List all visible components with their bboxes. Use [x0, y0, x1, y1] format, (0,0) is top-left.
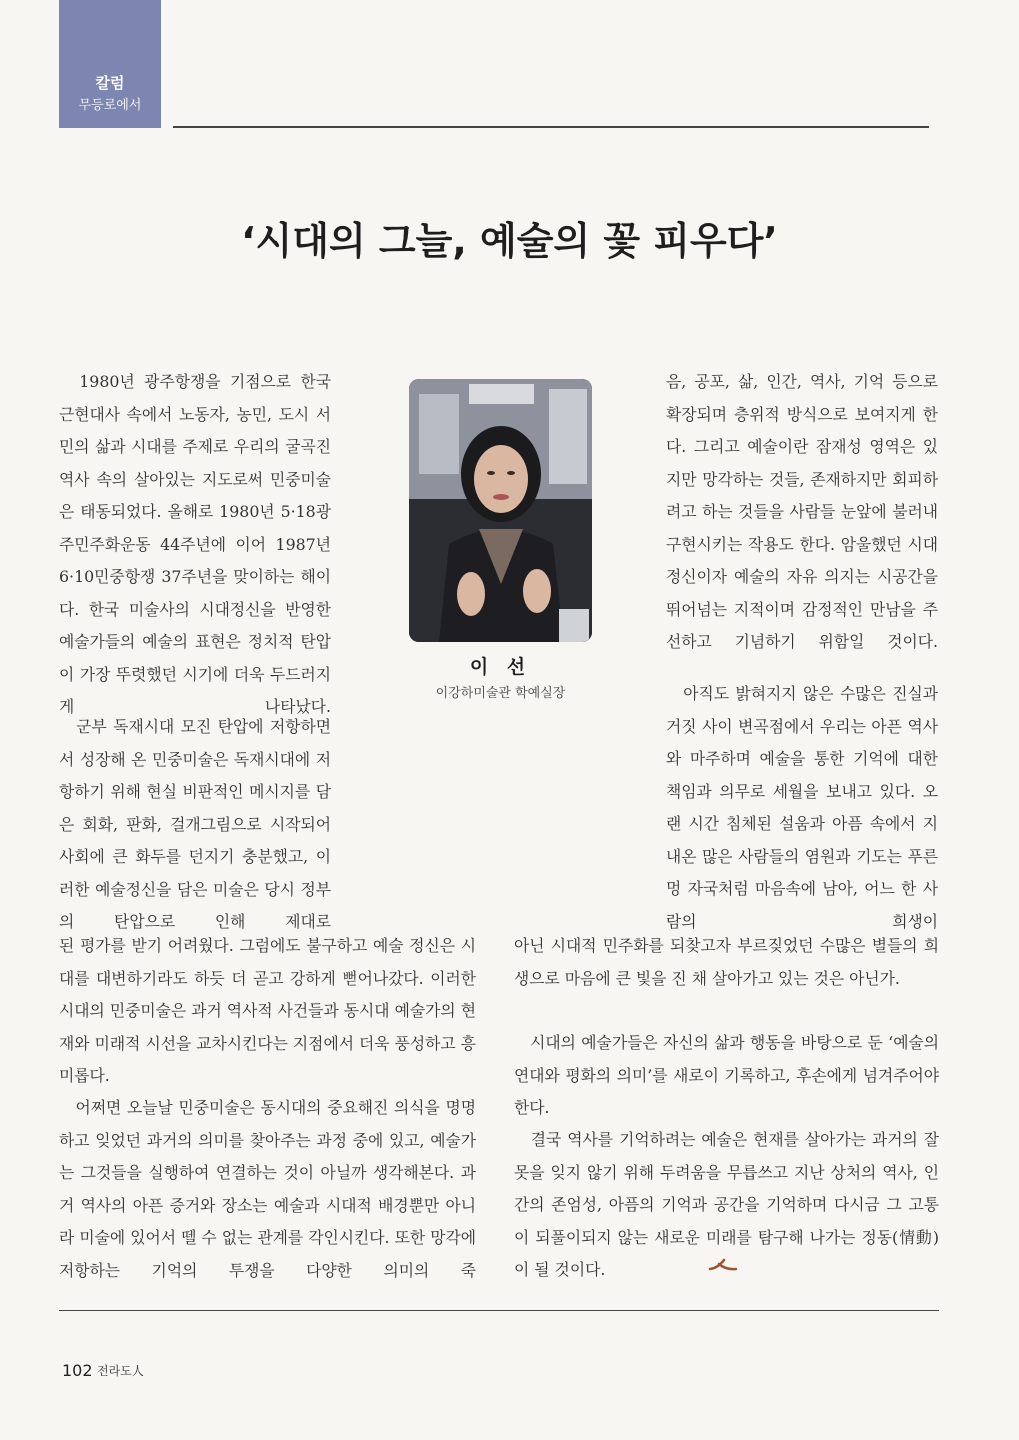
article-end-mark [708, 1256, 738, 1276]
left-paragraph-1: 1980년 광주항쟁을 기점으로 한국 근현대사 속에서 노동자, 농민, 도시 서민의 삶과 시대를 주제로 우리의 굴곡진 역사 속의 살아있는 지도로써 민중미술은 태동되었다. 올해로 1980년 5·18광주민주화운동 44주년에 이어 1987년 6·10민중항쟁 37주년을 맞이하는 해이다. 한국 미술사의 시대정신을 반영한 예술가들의 예술의 표현은 정치적 탄압이 가장 뚜렷했던 시기에 더욱 두드러지게 나타났다. [59, 372, 331, 716]
magazine-name: 전라도人 [97, 1364, 144, 1378]
section-tab [59, 0, 161, 128]
right-paragraph-1: 음, 공포, 삶, 인간, 역사, 기억 등으로 확장되며 층위적 방식으로 보여지게 한다. 그리고 예술이란 잠재성 영역은 있지만 망각하는 것들, 존재하지만 회피하려고 하는 것들을 사람들 눈앞에 불러내 구현시키는 작용도 한다. 암울했던 시대정신이자 예술의 자유 의지는 시공간을 뛰어넘는 지적이며 감정적인 만남을 주선하고 기념하기 위함일 것이다. [666, 372, 938, 651]
header-rule [173, 126, 929, 128]
portrait-image [409, 379, 592, 642]
author-title: 이강하미술관 학예실장 [435, 686, 566, 701]
article-headline: ‘시대의 그늘, 예술의 꽃 피우다’ [241, 219, 778, 263]
section-title: 칼럼 [95, 74, 125, 92]
left-paragraph-3: 된 평가를 받기 어려웠다. 그럼에도 불구하고 예술 정신은 시대를 대변하기라도 하듯 더 곧고 강하게 뻗어나갔다. 이러한 시대의 민중미술은 과거 역사적 사건들과 동시대 예술가의 현재와 미래적 시선을 교차시킨다는 지점에서 더욱 풍성하고 흥미롭다. [59, 936, 476, 1085]
right-paragraph-2: 아직도 밝혀지지 않은 수많은 진실과 거짓 사이 변곡점에서 우리는 아픈 역사와 마주하며 예술을 통한 기억에 대한 책임과 의무로 세월을 보내고 있다. 오랜 시간 침체된 설움과 아픔 속에서 지내온 많은 사람들의 염원과 기도는 푸른 멍 자국처럼 마음속에 남아, 어느 한 사람의 희생이 [666, 684, 938, 931]
right-paragraph-5: 결국 역사를 기억하려는 예술은 현재를 살아가는 과거의 잘못을 잊지 않기 위해 두려움을 무릅쓰고 지난 상처의 역사, 인간의 존엄성, 아픔의 기억과 공간을 기억하며 다시금 그 고통이 되풀이되지 않는 새로운 미래를 탐구해 나가는 정동(情動)이 될 것이다. [514, 1130, 939, 1279]
section-subtitle: 무등로에서 [78, 98, 142, 113]
author-name: 이 선 [469, 656, 532, 678]
right-paragraph-4: 시대의 예술가들은 자신의 삶과 행동을 바탕으로 둔 ‘예술의 연대와 평화의 의미’를 새로이 기록하고, 후손에게 넘겨주어야한다. [514, 1033, 939, 1117]
author-photo [409, 379, 592, 642]
footer-rule [59, 1310, 939, 1311]
left-paragraph-2: 군부 독재시대 모진 탄압에 저항하면서 성장해 온 민중미술은 독재시대에 저항하기 위해 현실 비판적인 메시지를 담은 회화, 판화, 걸개그림으로 시작되어 사회에 큰 화두를 던지기 충분했고, 이러한 예술정신을 담은 미술은 당시 정부의 탄압으로 인해 제대로 [59, 717, 331, 931]
right-paragraph-3: 아닌 시대적 민주화를 되찾고자 부르짖었던 수많은 별들의 희생으로 마음에 큰 빛을 진 채 살아가고 있는 것은 아닌가. [514, 936, 939, 988]
magazine-logo [97, 1360, 144, 1379]
left-paragraph-4: 어쩌면 오늘날 민중미술은 동시대의 중요해진 의식을 명명하고 잊었던 과거의 의미를 찾아주는 과정 중에 있고, 예술가는 그것들을 실행하여 연결하는 것이 아닐까 생각해본다. 과거 역사의 아픈 증거와 장소는 예술과 시대적 배경뿐만 아니라 미술에 있어서 뗄 수 없는 관계를 각인시킨다. 또한 망각에 저항하는 기억의 투쟁을 다양한 의미의 죽 [59, 1098, 476, 1280]
page-number: 102 [62, 1361, 93, 1380]
